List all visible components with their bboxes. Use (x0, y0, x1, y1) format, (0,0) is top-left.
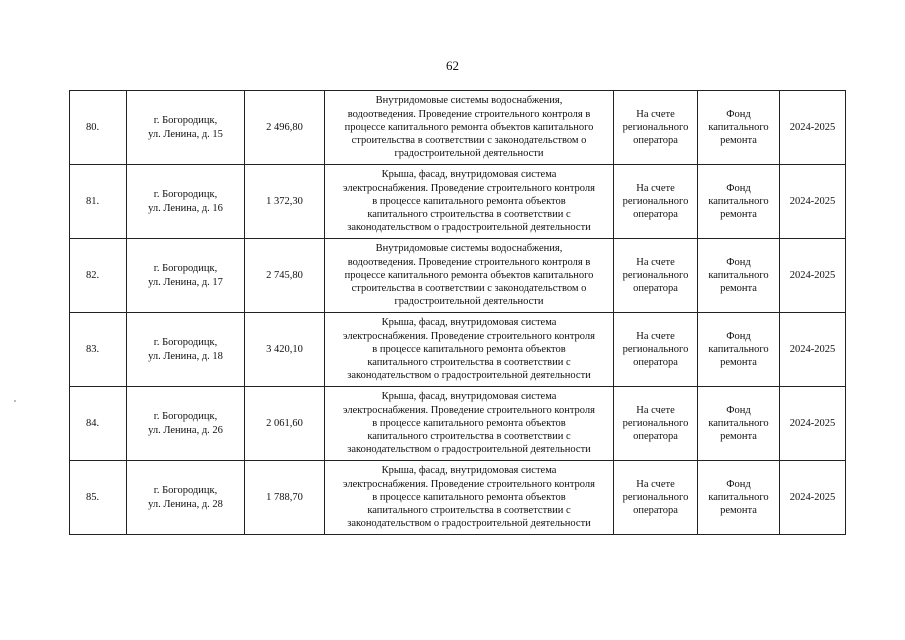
account-cell (614, 91, 698, 165)
address-line: ул. Ленина, д. 17 (148, 276, 223, 288)
work-line: Крыша, фасад, внутридомовая система (381, 465, 557, 477)
work-cell (325, 313, 614, 387)
row-number: 82. (70, 239, 127, 313)
period-cell: 2024-2025 (780, 239, 846, 313)
address-line: ул. Ленина, д. 26 (148, 424, 223, 436)
area-cell: 1 372,30 (245, 165, 325, 239)
address-line: г. Богородицк, (153, 263, 218, 275)
area-cell: 2 061,60 (245, 387, 325, 461)
address-line: г. Богородицк, (153, 189, 218, 201)
work-line: Крыша, фасад, внутридомовая система (381, 169, 557, 181)
fund-line: Фонд (726, 478, 751, 490)
table-body (70, 91, 846, 535)
fund-cell (698, 239, 780, 313)
address-cell (127, 165, 245, 239)
fund-line: капитального (708, 121, 769, 133)
scan-speck (14, 400, 16, 402)
account-line: оператора (633, 431, 678, 443)
work-cell (325, 91, 614, 165)
fund-line: капитального (708, 343, 769, 355)
address-cell (127, 239, 245, 313)
work-line: законодательством о градостроительной деятельности (347, 222, 591, 234)
address-cell (127, 387, 245, 461)
row-number: 85. (70, 461, 127, 535)
row-number: 84. (70, 387, 127, 461)
account-line: регионального (622, 121, 689, 133)
row-number: 80. (70, 91, 127, 165)
work-line: строительства в соответствии с законодательством о (351, 283, 587, 295)
work-line: законодательством о градостроительной деятельности (347, 370, 591, 382)
fund-line: ремонта (720, 505, 757, 517)
account-line: оператора (633, 505, 678, 517)
address-cell (127, 91, 245, 165)
work-line: градостроительной деятельности (394, 148, 544, 160)
account-line: оператора (633, 209, 678, 221)
fund-line: Фонд (726, 256, 751, 268)
work-line: водоотведения. Проведение строительного контроля в (347, 256, 591, 268)
account-line: На счете (636, 108, 675, 120)
address-line: ул. Ленина, д. 15 (148, 128, 223, 140)
address-line: г. Богородицк, (153, 485, 218, 497)
account-cell (614, 239, 698, 313)
account-line: На счете (636, 182, 675, 194)
work-line: Внутридомовые системы водоснабжения, (375, 95, 563, 107)
address-line: ул. Ленина, д. 28 (148, 498, 223, 510)
fund-line: Фонд (726, 404, 751, 416)
work-line: электроснабжения. Проведение строительного контроля (343, 478, 595, 490)
fund-cell (698, 165, 780, 239)
area-cell: 3 420,10 (245, 313, 325, 387)
work-line: капитального строительства в соответствии с (367, 209, 571, 221)
address-line: ул. Ленина, д. 16 (148, 202, 223, 214)
work-line: электроснабжения. Проведение строительного контроля (343, 404, 595, 416)
account-line: На счете (636, 478, 675, 490)
period-cell: 2024-2025 (780, 461, 846, 535)
address-line: г. Богородицк, (153, 115, 218, 127)
work-line: Крыша, фасад, внутридомовая система (381, 391, 557, 403)
area-cell: 2 496,80 (245, 91, 325, 165)
account-line: оператора (633, 357, 678, 369)
work-cell (325, 387, 614, 461)
fund-cell (698, 313, 780, 387)
table-row (70, 313, 846, 387)
fund-line: капитального (708, 269, 769, 281)
fund-line: ремонта (720, 431, 757, 443)
account-line: На счете (636, 330, 675, 342)
address-line: г. Богородицк, (153, 337, 218, 349)
account-line: оператора (633, 283, 678, 295)
work-line: капитального строительства в соответствии с (367, 431, 571, 443)
work-cell (325, 239, 614, 313)
fund-cell (698, 91, 780, 165)
row-number: 83. (70, 313, 127, 387)
work-line: Крыша, фасад, внутридомовая система (381, 317, 557, 329)
work-line: Внутридомовые системы водоснабжения, (375, 243, 563, 255)
table-row (70, 165, 846, 239)
account-line: оператора (633, 135, 678, 147)
fund-line: капитального (708, 491, 769, 503)
page-number: 62 (446, 58, 459, 73)
fund-cell (698, 461, 780, 535)
work-line: в процессе капитального ремонта объектов (372, 491, 566, 503)
row-number: 81. (70, 165, 127, 239)
work-line: в процессе капитального ремонта объектов (372, 343, 566, 355)
fund-line: капитального (708, 195, 769, 207)
work-line: капитального строительства в соответствии с (367, 357, 571, 369)
period-cell: 2024-2025 (780, 165, 846, 239)
work-line: градостроительной деятельности (394, 296, 544, 308)
account-line: регионального (622, 269, 689, 281)
fund-line: ремонта (720, 209, 757, 221)
fund-line: Фонд (726, 182, 751, 194)
address-cell (127, 313, 245, 387)
fund-line: капитального (708, 417, 769, 429)
period-cell: 2024-2025 (780, 387, 846, 461)
table-row (70, 387, 846, 461)
account-cell (614, 165, 698, 239)
account-line: регионального (622, 417, 689, 429)
account-line: регионального (622, 343, 689, 355)
table-row (70, 239, 846, 313)
fund-line: Фонд (726, 108, 751, 120)
fund-line: Фонд (726, 330, 751, 342)
fund-line: ремонта (720, 283, 757, 295)
work-line: законодательством о градостроительной деятельности (347, 518, 591, 530)
period-cell: 2024-2025 (780, 313, 846, 387)
work-cell (325, 461, 614, 535)
work-line: в процессе капитального ремонта объектов (372, 195, 566, 207)
account-cell (614, 461, 698, 535)
work-line: водоотведения. Проведение строительного контроля в (347, 108, 591, 120)
account-cell (614, 387, 698, 461)
work-line: капитального строительства в соответствии с (367, 505, 571, 517)
fund-cell (698, 387, 780, 461)
account-line: регионального (622, 491, 689, 503)
area-cell: 2 745,80 (245, 239, 325, 313)
account-line: На счете (636, 256, 675, 268)
table-row (70, 461, 846, 535)
work-line: строительства в соответствии с законодательством о (351, 135, 587, 147)
work-line: процессе капитального ремонта объектов капитального (344, 269, 594, 281)
address-line: г. Богородицк, (153, 411, 218, 423)
work-line: электроснабжения. Проведение строительного контроля (343, 182, 595, 194)
work-line: в процессе капитального ремонта объектов (372, 417, 566, 429)
work-line: электроснабжения. Проведение строительного контроля (343, 330, 595, 342)
account-cell (614, 313, 698, 387)
work-cell (325, 165, 614, 239)
area-cell: 1 788,70 (245, 461, 325, 535)
work-line: законодательством о градостроительной деятельности (347, 444, 591, 456)
address-cell (127, 461, 245, 535)
fund-line: ремонта (720, 357, 757, 369)
table-row (70, 91, 846, 165)
fund-line: ремонта (720, 135, 757, 147)
work-line: процессе капитального ремонта объектов капитального (344, 121, 594, 133)
address-line: ул. Ленина, д. 18 (148, 350, 223, 362)
period-cell: 2024-2025 (780, 91, 846, 165)
capital-repair-table (69, 90, 846, 535)
account-line: На счете (636, 404, 675, 416)
account-line: регионального (622, 195, 689, 207)
